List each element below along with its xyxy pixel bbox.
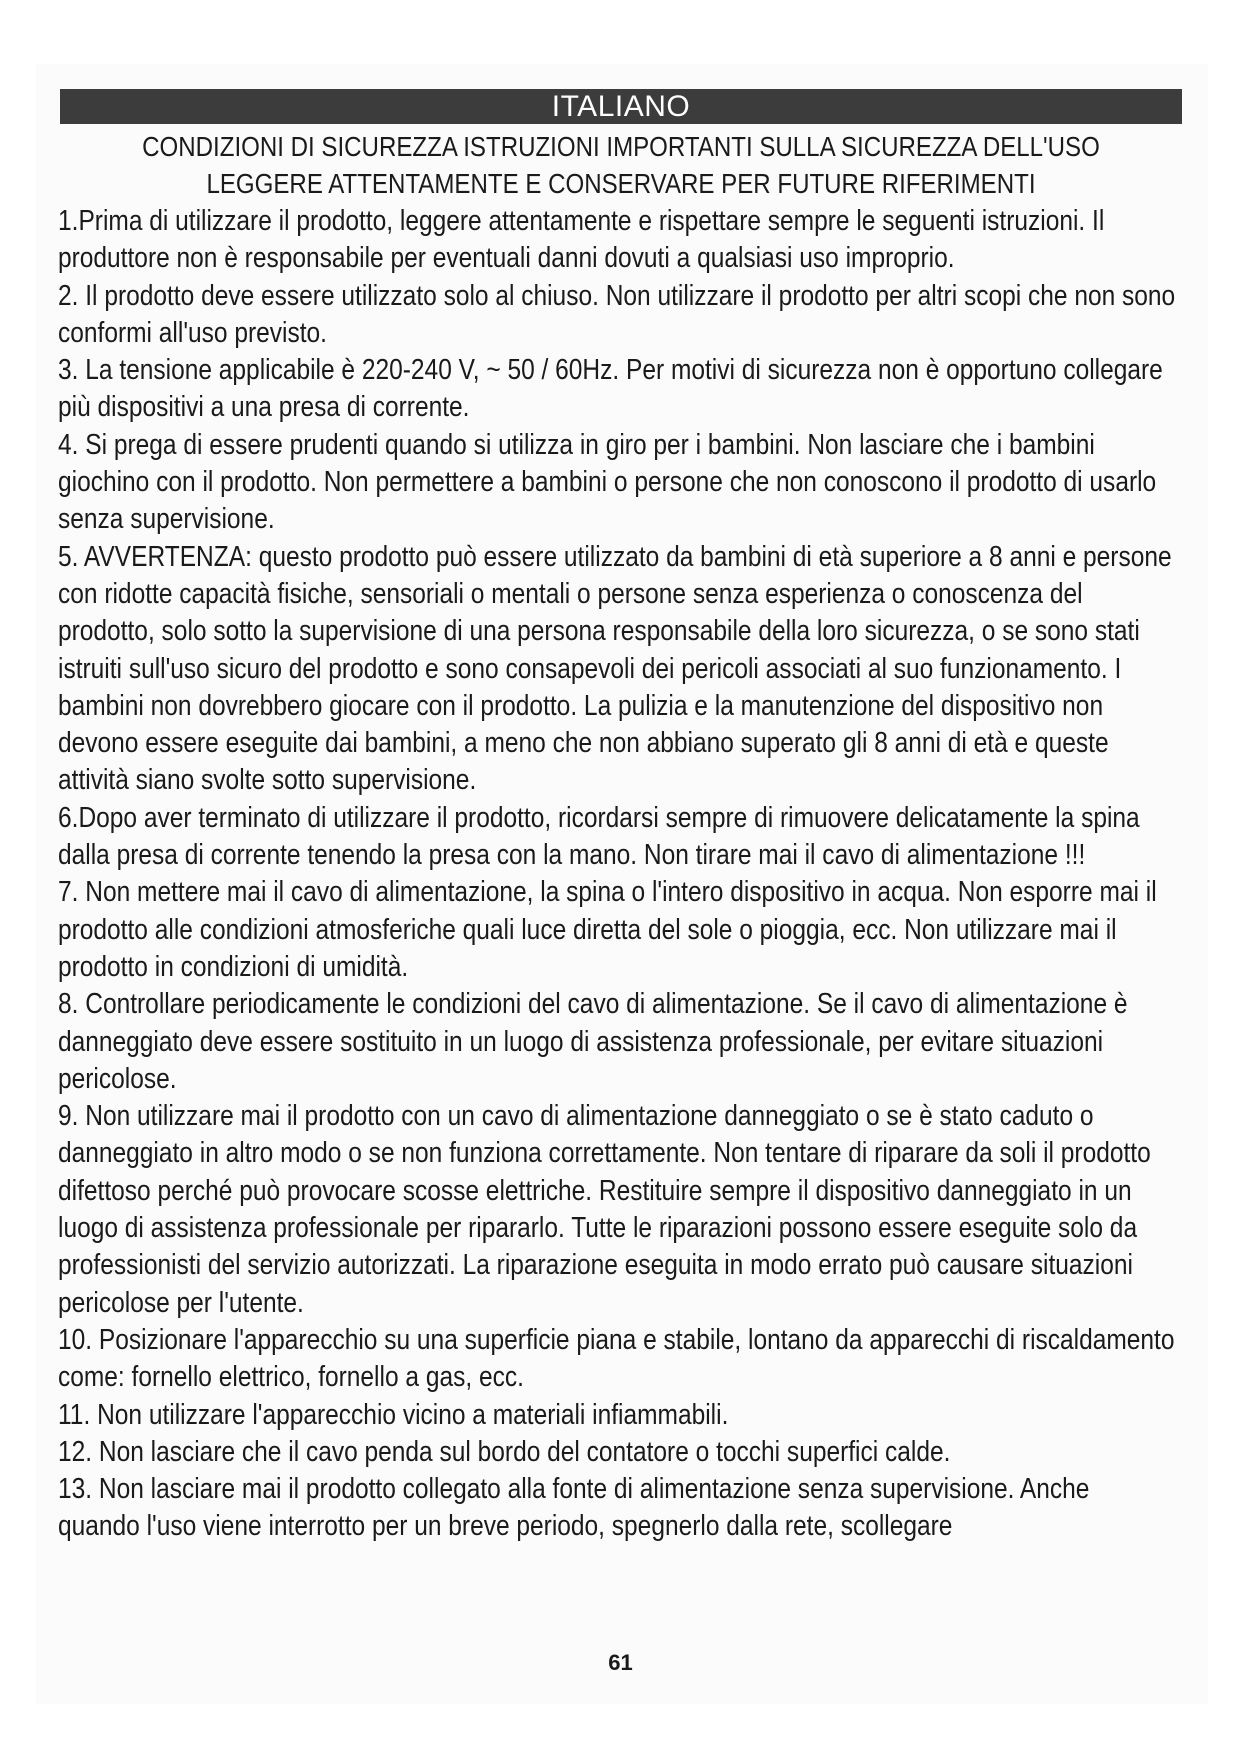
language-header-bar — [60, 89, 1182, 124]
safety-title: CONDIZIONI DI SICUREZZA ISTRUZIONI IMPORTANTI SULLA SICUREZZA DELL'USO — [142, 131, 1100, 162]
instruction-item-6: 6.Dopo aver terminato di utilizzare il prodotto, ricordarsi sempre di rimuovere delicatamente la spina dalla presa di corrente tenendo la presa con la mano. Non tirare mai il cavo di alimentazione !!! — [58, 801, 1140, 872]
language-label: ITALIANO — [551, 90, 691, 123]
instruction-item-8: 8. Controllare periodicamente le condizioni del cavo di alimentazione. Se il cavo di alimentazione è danneggiato deve essere sostituito in un luogo di assistenza professionale, per evitare situazioni pericolose. — [58, 988, 1128, 1095]
instruction-item-13: 13. Non lasciare mai il prodotto collegato alla fonte di alimentazione senza supervisione. Anche quando l'uso viene interrotto per un breve periodo, spegnerlo dalla rete, scollegare — [58, 1473, 1090, 1543]
safety-subtitle: LEGGERE ATTENTAMENTE E CONSERVARE PER FUTURE RIFERIMENTI — [206, 168, 1036, 199]
instruction-item-11: 11. Non utilizzare l'apparecchio vicino a materiali infiammabili. — [58, 1398, 729, 1431]
instruction-item-5: 5. AVVERTENZA: questo prodotto può essere utilizzato da bambini di età superiore a 8 anni e persone con ridotte capacità fisiche, sensoriali o mentali o persone senza esperienza o conoscenza del prodotto, solo sotto la supervisione di una persona responsabile della loro sicurezza, o se sono stati istruiti sull'uso sicuro del prodotto e sono consapevoli dei pericoli associati al suo funzionamento. I bambini non dovrebbero giocare con il prodotto. La pulizia e la manutenzione del dispositivo non devono essere eseguite dai bambini, a meno che non abbiano superato gli 8 anni di età e queste attività siano svolte sotto supervisione. — [58, 540, 1172, 797]
instruction-item-12: 12. Non lasciare che il cavo penda sul bordo del contatore o tocchi superfici calde. — [58, 1435, 951, 1468]
instruction-item-4: 4. Si prega di essere prudenti quando si utilizza in giro per i bambini. Non lasciare che i bambini giochino con il prodotto. Non permettere a bambini o persone che non conoscono il prodotto di usarlo senza supervisione. — [58, 428, 1157, 536]
instruction-item-7: 7. Non mettere mai il cavo di alimentazione, la spina o l'intero dispositivo in acqua. Non esporre mai il prodotto alle condizioni atmosferiche quali luce diretta del sole o pioggia, ecc. Non utilizzare mai il prodotto in condizioni di umidità. — [58, 876, 1157, 983]
page-number: 61 — [608, 1650, 633, 1675]
instruction-item-1: 1.Prima di utilizzare il prodotto, leggere attentamente e rispettare sempre le seguenti istruzioni. Il produttore non è responsabile per eventuali danni dovuti a qualsiasi uso improprio. — [58, 205, 1105, 275]
instructions-list — [58, 203, 1176, 1546]
instruction-item-9: 9. Non utilizzare mai il prodotto con un cavo di alimentazione danneggiato o se è stato caduto o danneggiato in altro modo o se non funziona correttamente. Non tentare di riparare da soli il prodotto difettoso perché può provocare scosse elettriche. Restituire sempre il dispositivo danneggiato in un luogo di assistenza professionale per ripararlo. Tutte le riparazioni possono essere eseguite solo da professionisti del servizio autorizzati. La riparazione eseguita in modo errato può causare situazioni pericolose per l'utente. — [58, 1100, 1151, 1319]
instruction-item-2: 2. Il prodotto deve essere utilizzato solo al chiuso. Non utilizzare il prodotto per altri scopi che non sono conformi all'uso previsto. — [58, 279, 1176, 349]
instruction-item-3: 3. La tensione applicabile è 220-240 V, ~ 50 / 60Hz. Per motivi di sicurezza non è opportuno collegare più dispositivi a una presa di corrente. — [58, 354, 1163, 424]
instruction-item-10: 10. Posizionare l'apparecchio su una superficie piana e stabile, lontano da apparecchi di riscaldamento come: fornello elettrico, fornello a gas, ecc. — [58, 1323, 1175, 1394]
